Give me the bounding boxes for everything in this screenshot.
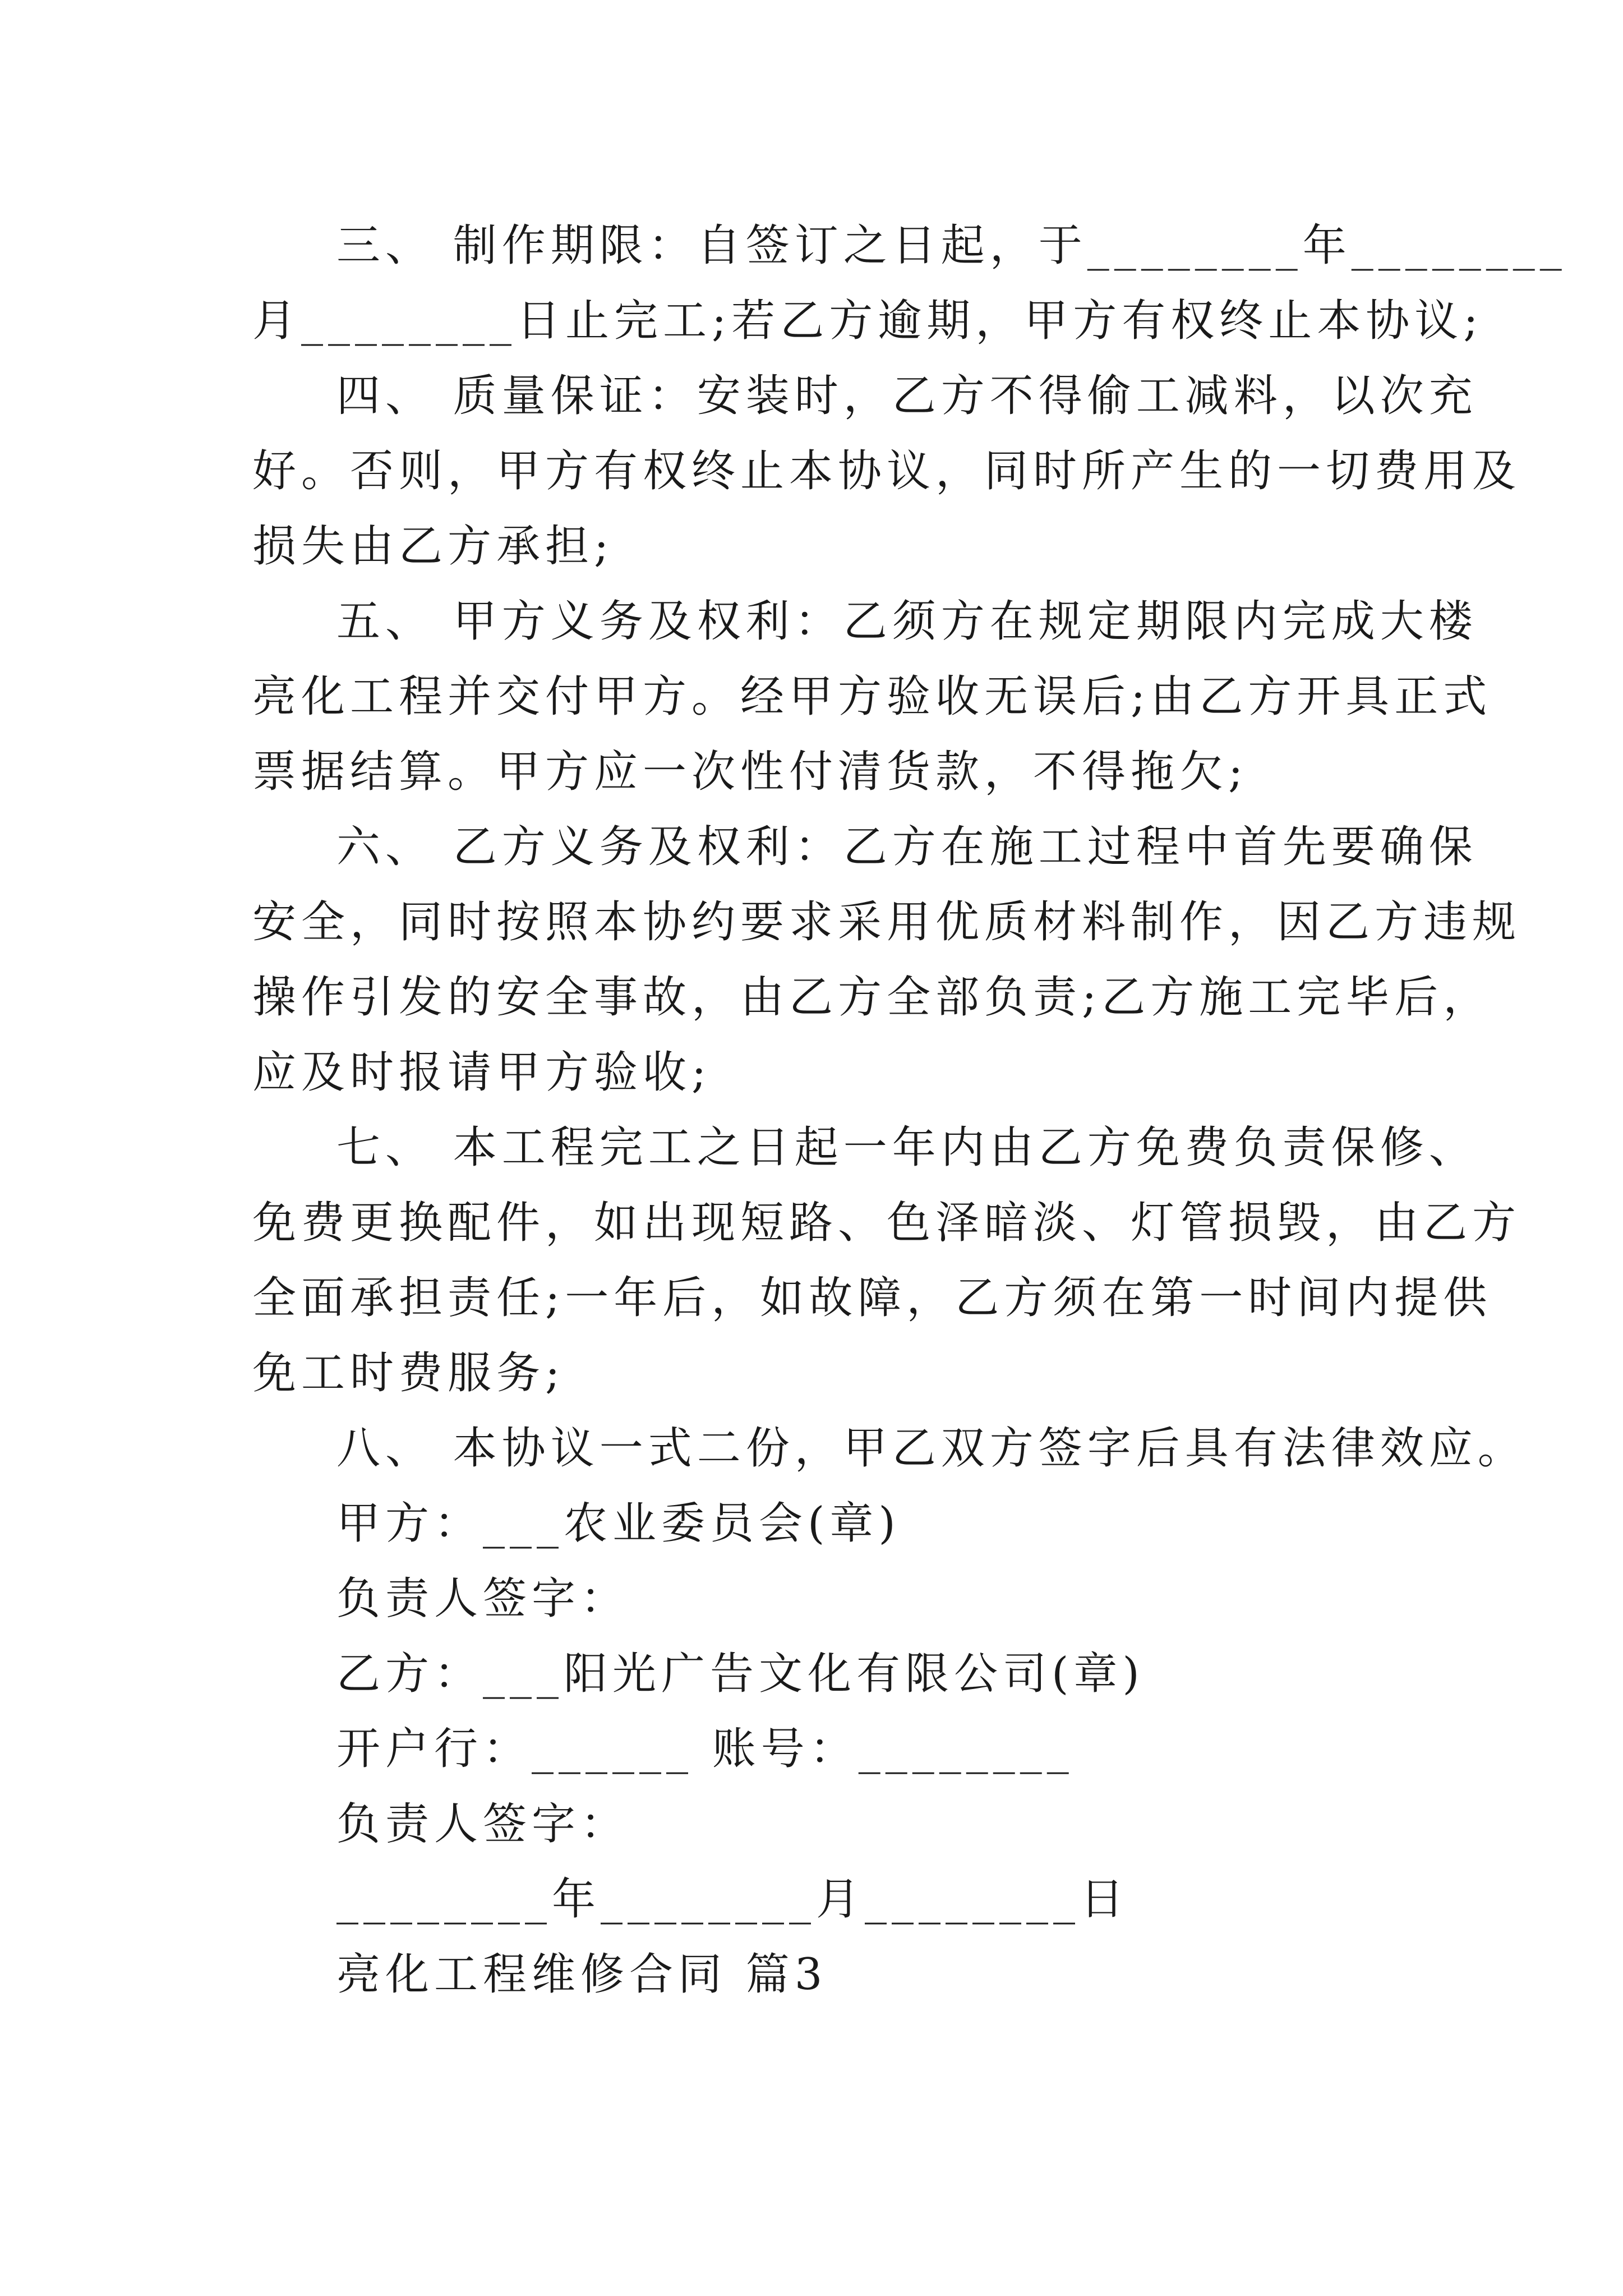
- clause-6-line-2: 安全，同时按照本协约要求采用优质材料制作，因乙方违规: [252, 897, 1521, 947]
- party-a-line: 甲方：___农业委员会(章): [336, 1498, 901, 1549]
- clause-4-line-2: 好。否则，甲方有权终止本协议，同时所产生的一切费用及: [252, 446, 1521, 496]
- party-b-line: 乙方：___阳光广告文化有限公司(章): [336, 1649, 1145, 1699]
- clause-7-line-3: 全面承担责任;一年后，如故障，乙方须在第一时间内提供: [252, 1273, 1492, 1323]
- clause-7-line-4: 免工时费服务;: [252, 1348, 565, 1398]
- clause-8-line-1: 八、 本协议一式二份，甲乙双方签字后具有法律效应。: [336, 1423, 1527, 1474]
- clause-3-line-1: 三、 制作期限：自签订之日起，于________年________: [336, 220, 1567, 271]
- clause-6-line-3: 操作引发的安全事故，由乙方全部负责;乙方施工完毕后，: [252, 972, 1492, 1023]
- clause-7-line-2: 免费更换配件，如出现短路、色泽暗淡、灯管损毁，由乙方: [252, 1198, 1521, 1248]
- clause-4-line-1: 四、 质量保证：安装时，乙方不得偷工减料，以次充: [336, 371, 1478, 421]
- clause-4-line-3: 损失由乙方承担;: [252, 521, 614, 572]
- date-line: ________年________月________日: [336, 1874, 1129, 1925]
- clause-5-line-1: 五、 甲方义务及权利：乙须方在规定期限内完成大楼: [336, 596, 1478, 647]
- party-b-signature-line: 负责人签字：: [336, 1799, 630, 1849]
- section-heading: 亮化工程维修合同 篇3: [336, 1949, 828, 2000]
- bank-account-line: 开户行：______ 账号：________: [336, 1724, 1074, 1774]
- clause-6-line-1: 六、 乙方义务及权利：乙方在施工过程中首先要确保: [336, 822, 1478, 872]
- clause-5-line-3: 票据结算。甲方应一次性付清货款，不得拖欠;: [252, 747, 1248, 797]
- clause-3-line-2: 月________日止完工;若乙方逾期，甲方有权终止本协议;: [252, 296, 1483, 346]
- clause-7-line-1: 七、 本工程完工之日起一年内由乙方免费负责保修、: [336, 1122, 1478, 1173]
- clause-6-line-4: 应及时报请甲方验收;: [252, 1047, 712, 1098]
- clause-5-line-2: 亮化工程并交付甲方。经甲方验收无误后;由乙方开具正式: [252, 671, 1492, 722]
- party-a-signature-line: 负责人签字：: [336, 1573, 630, 1624]
